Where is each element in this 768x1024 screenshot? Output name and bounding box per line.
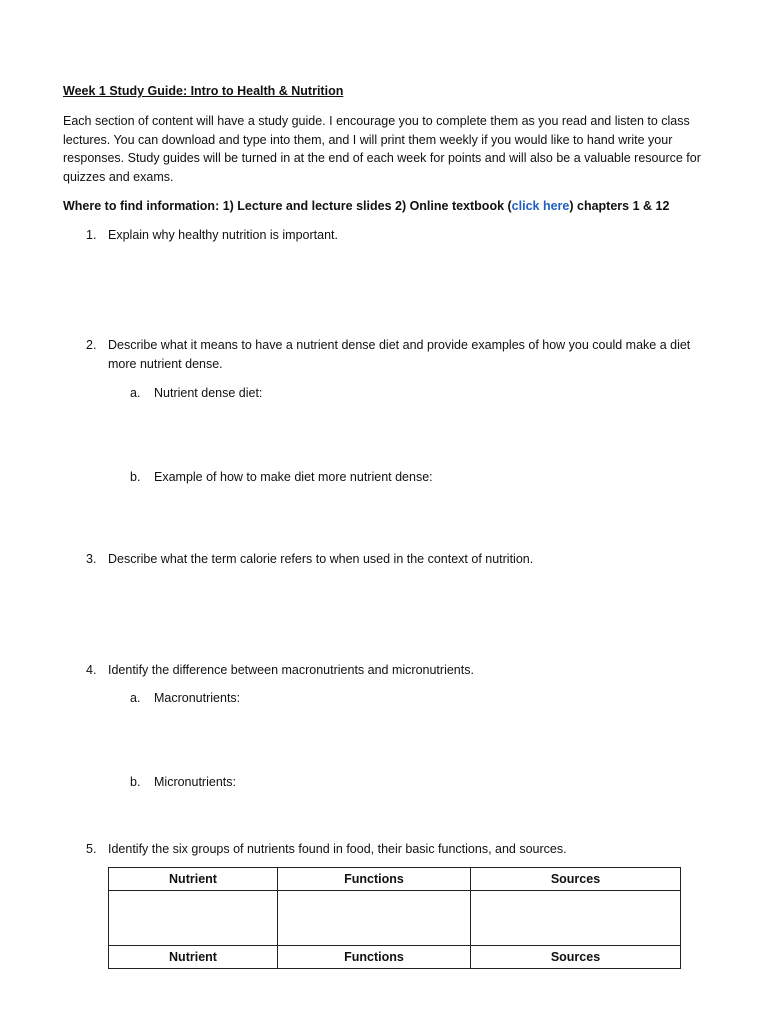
question-number: 4. — [86, 663, 97, 677]
question-text: Explain why healthy nutrition is important. — [108, 228, 338, 242]
sub-question-letter: a. — [130, 691, 141, 705]
where-suffix: ) chapters 1 & 12 — [569, 199, 670, 213]
question-4b — [130, 773, 236, 792]
question-4a — [130, 689, 240, 708]
question-5 — [86, 840, 716, 859]
sub-question-text: Example of how to make diet more nutrient dense: — [154, 470, 433, 484]
question-2b — [130, 468, 433, 487]
nutrients-table — [108, 867, 681, 969]
question-text: Describe what it means to have a nutrient dense diet and provide examples of how you could make a diet more nutrient dense. — [108, 338, 691, 371]
question-2a — [130, 384, 262, 403]
question-text: Describe what the term calorie refers to when used in the context of nutrition. — [108, 552, 534, 566]
question-number: 1. — [86, 228, 97, 242]
sub-question-text: Micronutrients: — [154, 775, 236, 789]
table-header-sources: Sources — [471, 868, 681, 891]
table-header-functions: Functions — [278, 868, 471, 891]
sub-question-letter: b. — [130, 775, 141, 789]
document-title: Week 1 Study Guide: Intro to Health & Nutrition — [63, 84, 344, 98]
table-header-nutrient: Nutrient — [109, 946, 278, 969]
table-header-sources: Sources — [471, 946, 681, 969]
question-3 — [86, 550, 716, 569]
table-header-row-repeat — [109, 946, 681, 969]
table-header-nutrient: Nutrient — [109, 868, 278, 891]
question-number: 5. — [86, 842, 97, 856]
sub-question-letter: a. — [130, 386, 141, 400]
where-prefix: Where to find information: 1) Lecture and lecture slides 2) Online textbook ( — [63, 199, 512, 213]
textbook-link[interactable]: click here — [511, 199, 570, 213]
where-to-find-info — [63, 197, 669, 216]
question-number: 3. — [86, 552, 97, 566]
question-1 — [86, 226, 716, 245]
sub-question-text: Macronutrients: — [154, 691, 241, 705]
table-row — [109, 891, 681, 946]
table-cell[interactable] — [109, 891, 278, 946]
question-4 — [86, 661, 716, 680]
table-cell[interactable] — [278, 891, 471, 946]
table-header-functions: Functions — [278, 946, 471, 969]
table-header-row — [109, 868, 681, 891]
sub-question-text: Nutrient dense diet: — [154, 386, 263, 400]
question-text: Identify the difference between macronutrients and micronutrients. — [108, 663, 474, 677]
question-number: 2. — [86, 338, 97, 352]
question-2 — [86, 336, 716, 373]
question-text: Identify the six groups of nutrients found in food, their basic functions, and sources. — [108, 842, 567, 856]
table-cell[interactable] — [471, 891, 681, 946]
intro-paragraph: Each section of content will have a study guide. I encourage you to complete them as you read and listen to class lectures. You can download and type into them, and I will print them weekly if you would like to hand write your responses. Study guides will be turned in at the end of each week for points and will also be a valuable resource for quizzes and exams. — [63, 114, 701, 184]
sub-question-letter: b. — [130, 470, 141, 484]
